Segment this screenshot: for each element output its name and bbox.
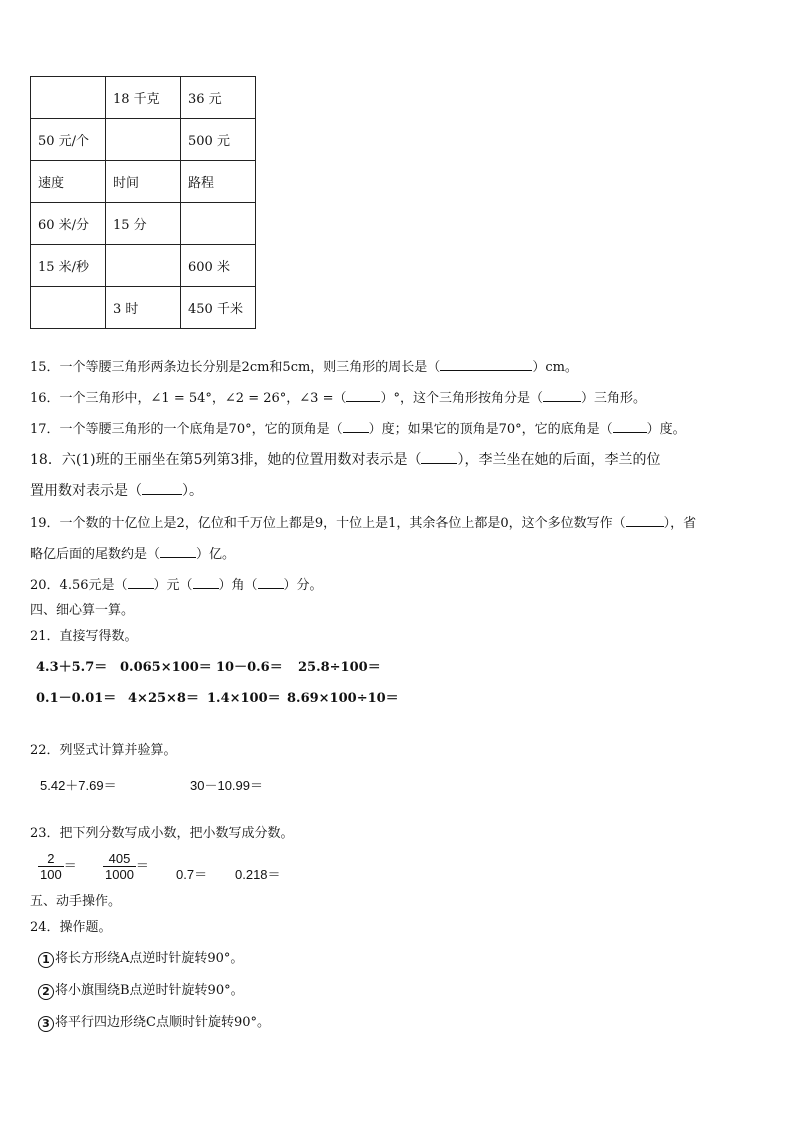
question-text: 19．一个数的十亿位上是2，亿位和千万位上都是9，十位上是1，其余各位上都是0，这个多位数写作（ — [30, 516, 626, 531]
table-cell — [31, 77, 106, 119]
question-24-title: 24．操作题。 — [30, 920, 112, 935]
question-text: 17．一个等腰三角形的一个底角是70°，它的顶角是（ — [30, 422, 343, 437]
calc-item: 0.065×100＝ — [120, 660, 212, 675]
question-17 — [30, 421, 686, 438]
calc-item: 10－0.6＝ — [216, 660, 283, 675]
question-text: 15．一个等腰三角形两条边长分别是2cm和5cm，则三角形的周长是（ — [30, 360, 441, 375]
question-text: 16．一个三角形中，∠1 = 54°，∠2 = 26°，∠3 =（ — [30, 391, 347, 406]
question-text: ）亿。 — [196, 547, 236, 562]
decimal-item-2: 0.218＝ — [235, 867, 281, 882]
question-text: ）。 — [182, 483, 203, 499]
conversion-table — [30, 76, 256, 329]
question-text: ）度；如果它的顶角是70°，它的底角是（ — [368, 422, 613, 437]
vertical-calc-1: 5.42＋7.69＝ — [40, 778, 117, 793]
table-row — [31, 203, 256, 245]
question-22-title: 22．列竖式计算并验算。 — [30, 743, 177, 758]
operation-text: 将小旗围绕B点逆时针旋转90°。 — [55, 983, 244, 998]
table-cell: 速度 — [31, 161, 106, 203]
question-text: ）cm。 — [532, 360, 578, 375]
answer-blank[interactable] — [258, 577, 284, 589]
circled-number-icon: 1 — [38, 952, 54, 968]
calc-item: 1.4×100＝ — [207, 691, 281, 706]
table-cell: 时间 — [106, 161, 181, 203]
question-18-cont — [30, 483, 203, 499]
question-text: 18．六(1)班的王丽坐在第5列第3排，她的位置用数对表示是（ — [30, 452, 422, 468]
question-text: 20．4.56元是（ — [30, 578, 128, 593]
table-cell: 600 米 — [181, 245, 256, 287]
operation-text: 将长方形绕A点逆时针旋转90°。 — [55, 951, 244, 966]
answer-blank[interactable] — [613, 421, 647, 433]
question-19-cont — [30, 546, 235, 563]
table-row — [31, 119, 256, 161]
table-cell: 36 元 — [181, 77, 256, 119]
numerator: 405 — [103, 851, 136, 867]
fraction — [103, 851, 136, 882]
question-text: ）元（ — [153, 578, 193, 593]
table-cell: 60 米/分 — [31, 203, 106, 245]
calc-item: 4.3＋5.7＝ — [36, 660, 108, 675]
fraction-item-1 — [38, 851, 77, 882]
denominator: 100 — [40, 867, 62, 882]
answer-blank[interactable] — [128, 577, 154, 589]
question-16 — [30, 390, 646, 407]
calc-item: 25.8÷100＝ — [298, 660, 381, 675]
question-text: ），省 — [663, 516, 697, 531]
question-text: ）度。 — [646, 422, 686, 437]
question-text: 置用数对表示是（ — [30, 483, 142, 499]
question-20 — [30, 577, 323, 594]
section-5-heading: 五、动手操作。 — [30, 894, 122, 909]
operation-text: 将平行四边形绕C点顺时针旋转90°。 — [55, 1015, 270, 1030]
table-cell: 路程 — [181, 161, 256, 203]
section-4-heading: 四、细心算一算。 — [30, 603, 135, 618]
answer-blank[interactable] — [142, 483, 182, 495]
operation-item-3 — [38, 1015, 270, 1032]
answer-blank[interactable] — [421, 452, 457, 464]
question-15 — [30, 359, 578, 376]
equals-sign: ＝ — [135, 857, 149, 873]
table-cell — [106, 245, 181, 287]
calc-item: 0.1－0.01＝ — [36, 691, 117, 706]
table-cell: 18 千克 — [106, 77, 181, 119]
circled-number-icon: 2 — [38, 984, 54, 1000]
answer-blank[interactable] — [343, 421, 369, 433]
fraction — [38, 851, 64, 882]
table-cell: 500 元 — [181, 119, 256, 161]
calc-item: 8.69×100÷10＝ — [287, 691, 399, 706]
question-23-title: 23．把下列分数写成小数，把小数写成分数。 — [30, 826, 294, 841]
answer-blank[interactable] — [160, 546, 196, 558]
question-text: ），李兰坐在她的后面，李兰的位 — [457, 452, 661, 468]
table-cell — [106, 119, 181, 161]
question-text: ）°，这个三角形按角分是（ — [380, 391, 543, 406]
table-cell: 450 千米 — [181, 287, 256, 329]
table-cell: 3 时 — [106, 287, 181, 329]
operation-item-2 — [38, 983, 244, 1000]
question-text: ）角（ — [218, 578, 258, 593]
denominator: 1000 — [105, 867, 134, 882]
numerator: 2 — [38, 851, 64, 867]
answer-blank[interactable] — [626, 515, 664, 527]
decimal-item-1: 0.7＝ — [176, 867, 208, 882]
answer-blank[interactable] — [193, 577, 219, 589]
table-cell: 15 米/秒 — [31, 245, 106, 287]
calc-item: 4×25×8＝ — [128, 691, 199, 706]
table-cell: 15 分 — [106, 203, 181, 245]
table-row — [31, 77, 256, 119]
question-text: 略亿后面的尾数约是（ — [30, 547, 161, 562]
answer-blank[interactable] — [543, 390, 581, 402]
table-row — [31, 287, 256, 329]
table-row — [31, 245, 256, 287]
question-19 — [30, 515, 696, 532]
circled-number-icon: 3 — [38, 1016, 54, 1032]
operation-item-1 — [38, 951, 243, 968]
question-18 — [30, 452, 660, 468]
answer-blank[interactable] — [440, 359, 532, 371]
vertical-calc-2: 30－10.99＝ — [190, 778, 263, 793]
fraction-item-2 — [103, 851, 149, 882]
question-21-title: 21．直接写得数。 — [30, 629, 138, 644]
equals-sign: ＝ — [63, 857, 77, 873]
question-text: ）三角形。 — [580, 391, 646, 406]
table-row — [31, 161, 256, 203]
table-cell: 50 元/个 — [31, 119, 106, 161]
table-cell — [31, 287, 106, 329]
table-cell — [181, 203, 256, 245]
question-text: ）分。 — [283, 578, 323, 593]
answer-blank[interactable] — [346, 390, 380, 402]
